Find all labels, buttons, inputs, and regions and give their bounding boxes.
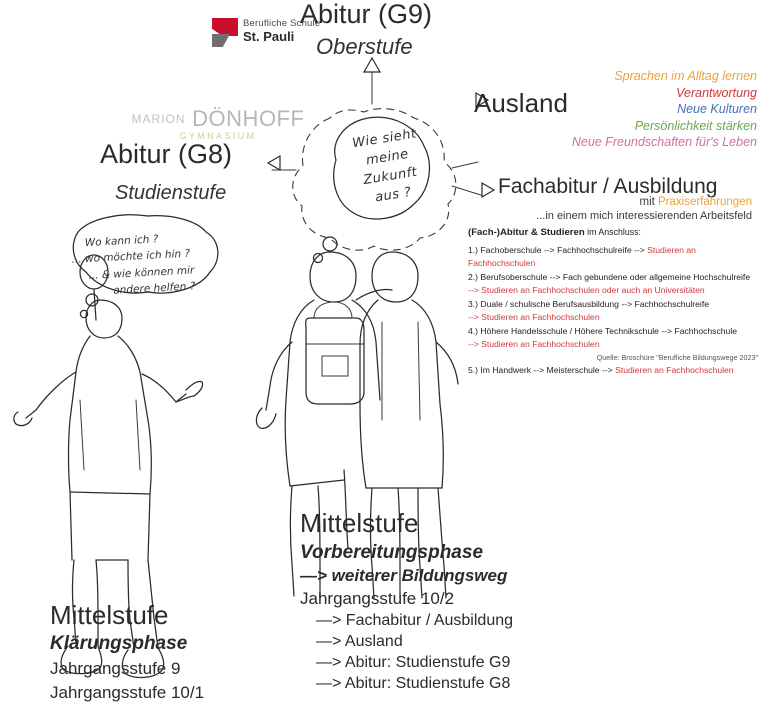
fachabitur-list-header [468,226,758,240]
fachabitur-row-1 [468,244,758,270]
logo-donhoff-sub: GYMNASIUM [179,131,257,141]
logo-stpauli-line1: Berufliche Schule [243,18,321,29]
fachabitur-row-3-cont: --> Studieren an Fachhochschulen [468,311,600,322]
mittelstufe-jahrgangsstufe: Jahrgangsstufe 10/2 [300,589,455,608]
fachabitur-row-2-cont: --> Studieren an Fachhochschulen oder auch an Universitäten [468,285,705,296]
ausland-keyword-cluster [487,68,757,151]
fachabitur-row-1-num: 1.) [468,245,479,256]
fachabitur-row-1-cont: Studieren an Fachhochschulen [468,245,696,269]
fachabitur-row-3-main: Duale / schulische Berufsausbildung --> Fachhochschulreife [480,298,709,309]
fachabitur-praxis-highlight: Praxiserfahrungen [658,196,752,208]
klaerung-line-2: Jahrgangsstufe 10/1 [50,683,205,702]
fachabitur-arbeitsfeld-line: ...in einem mich interessierenden Arbeitsfeld [536,210,752,222]
logo-donhoff-name: DÖNHOFF [192,106,305,131]
ausland-keyword-1: Verantwortung [676,85,757,100]
node-oberstufe: Oberstufe [316,34,413,59]
mittelstufe-option-1: —> Fachabitur / Ausbildung [316,612,514,629]
fachabitur-row-5-cont: Studieren an Fachhochschulen [612,365,734,376]
fachabitur-row-5 [468,364,758,377]
central-question-text [329,122,449,214]
red-grey-flag-icon [212,18,238,48]
logo-stpauli-line2: St. Pauli [243,28,295,44]
triangle-arrow-left [268,156,280,170]
triangle-arrow-up [364,58,380,72]
fachabitur-row-2 [468,271,758,297]
block-mittelstufe-vorbereitungsphase [300,508,630,693]
left-person-speech-text [68,228,221,301]
node-fachabitur-ausbildung: Fachabitur / Ausbildung [498,175,718,198]
node-abitur-g9: Abitur (G9) [300,0,433,29]
mittelstufe-option-4: —> Abitur: Studienstufe G8 [316,675,511,692]
bubble-line-2: meine [364,146,410,169]
fachabitur-row-5-main: Im Handwerk --> Meisterschule --> [480,365,613,376]
fachabitur-pathway-list [468,226,758,378]
fachabitur-row-2-main: Berufsoberschule --> Fach gebundene oder allgemeine Hochschulreife [480,272,751,283]
fachabitur-row-4-num: 4.) [468,325,479,336]
mittelstufe-option-2: —> Ausland [316,633,403,650]
fachabitur-row-4-cont: --> Studieren an Fachhochschulen [468,338,600,349]
ausland-keyword-4: Neue Freundschaften für's Leben [571,135,757,149]
fachabitur-list-header-bold: (Fach-)Abitur & Studieren [468,227,585,238]
klaerung-heading: Mittelstufe [50,600,169,630]
block-mittelstufe-klaerungsphase [50,600,310,703]
bubble-line-3: Zukunft [362,164,419,188]
mittelstufe-heading: Mittelstufe [300,508,419,538]
ausland-keyword-3: Persönlichkeit stärken [634,118,757,133]
fachabitur-row-3 [468,298,758,324]
speech-left-line-3: ... & wie können mir [88,263,195,282]
fachabitur-row-4-main: Höhere Handelsschule / Höhere Technikschule --> Fachhochschule [480,325,738,336]
mittelstufe-subheading-1: Vorbereitungsphase [300,542,484,563]
logo-donhoff-prefix: MARION [131,112,186,126]
node-abitur-g8: Abitur (G8) [100,139,233,169]
mittelstufe-option-3: —> Abitur: Studienstufe G9 [316,654,511,671]
bubble-line-1: Wie sieht [351,126,418,152]
speech-left-line-1: Wo kann ich ? [84,233,159,250]
fachabitur-praxis-line [520,196,752,208]
speech-left-line-4: andere helfen ? [113,280,196,297]
central-question-bubble [296,96,486,236]
klaerung-line-1: Jahrgangsstufe 9 [50,659,181,678]
logo-marion-doenhoff-gymnasium [118,108,318,141]
mittelstufe-subheading-2: —> weiterer Bildungsweg [300,566,508,585]
ausland-keyword-2: Neue Kulturen [677,102,757,116]
fachabitur-row-2-num: 2.) [468,272,479,283]
ausland-keyword-0: Sprachen im Alltag lernen [614,69,757,83]
klaerung-subheading: Klärungsphase [50,633,188,654]
fachabitur-row-3-num: 3.) [468,298,479,309]
fachabitur-source-note: Quelle: Broschüre "Berufliche Bildungswege 2023" [596,352,758,362]
node-ausland: Ausland [474,88,568,118]
fachabitur-list-header-normal: im Anschluss: [584,227,641,237]
fachabitur-row-1-main: Fachoberschule --> Fachhochschulreife --> [480,245,645,256]
fachabitur-praxis-prefix: mit [639,196,659,208]
bubble-line-4: aus ? [374,184,413,205]
speech-left-line-2: ... wo möchte ich hin ? [71,247,191,267]
node-studienstufe: Studienstufe [115,182,227,204]
fachabitur-row-5-num: 5.) [468,365,479,376]
fachabitur-row-4 [468,325,758,351]
